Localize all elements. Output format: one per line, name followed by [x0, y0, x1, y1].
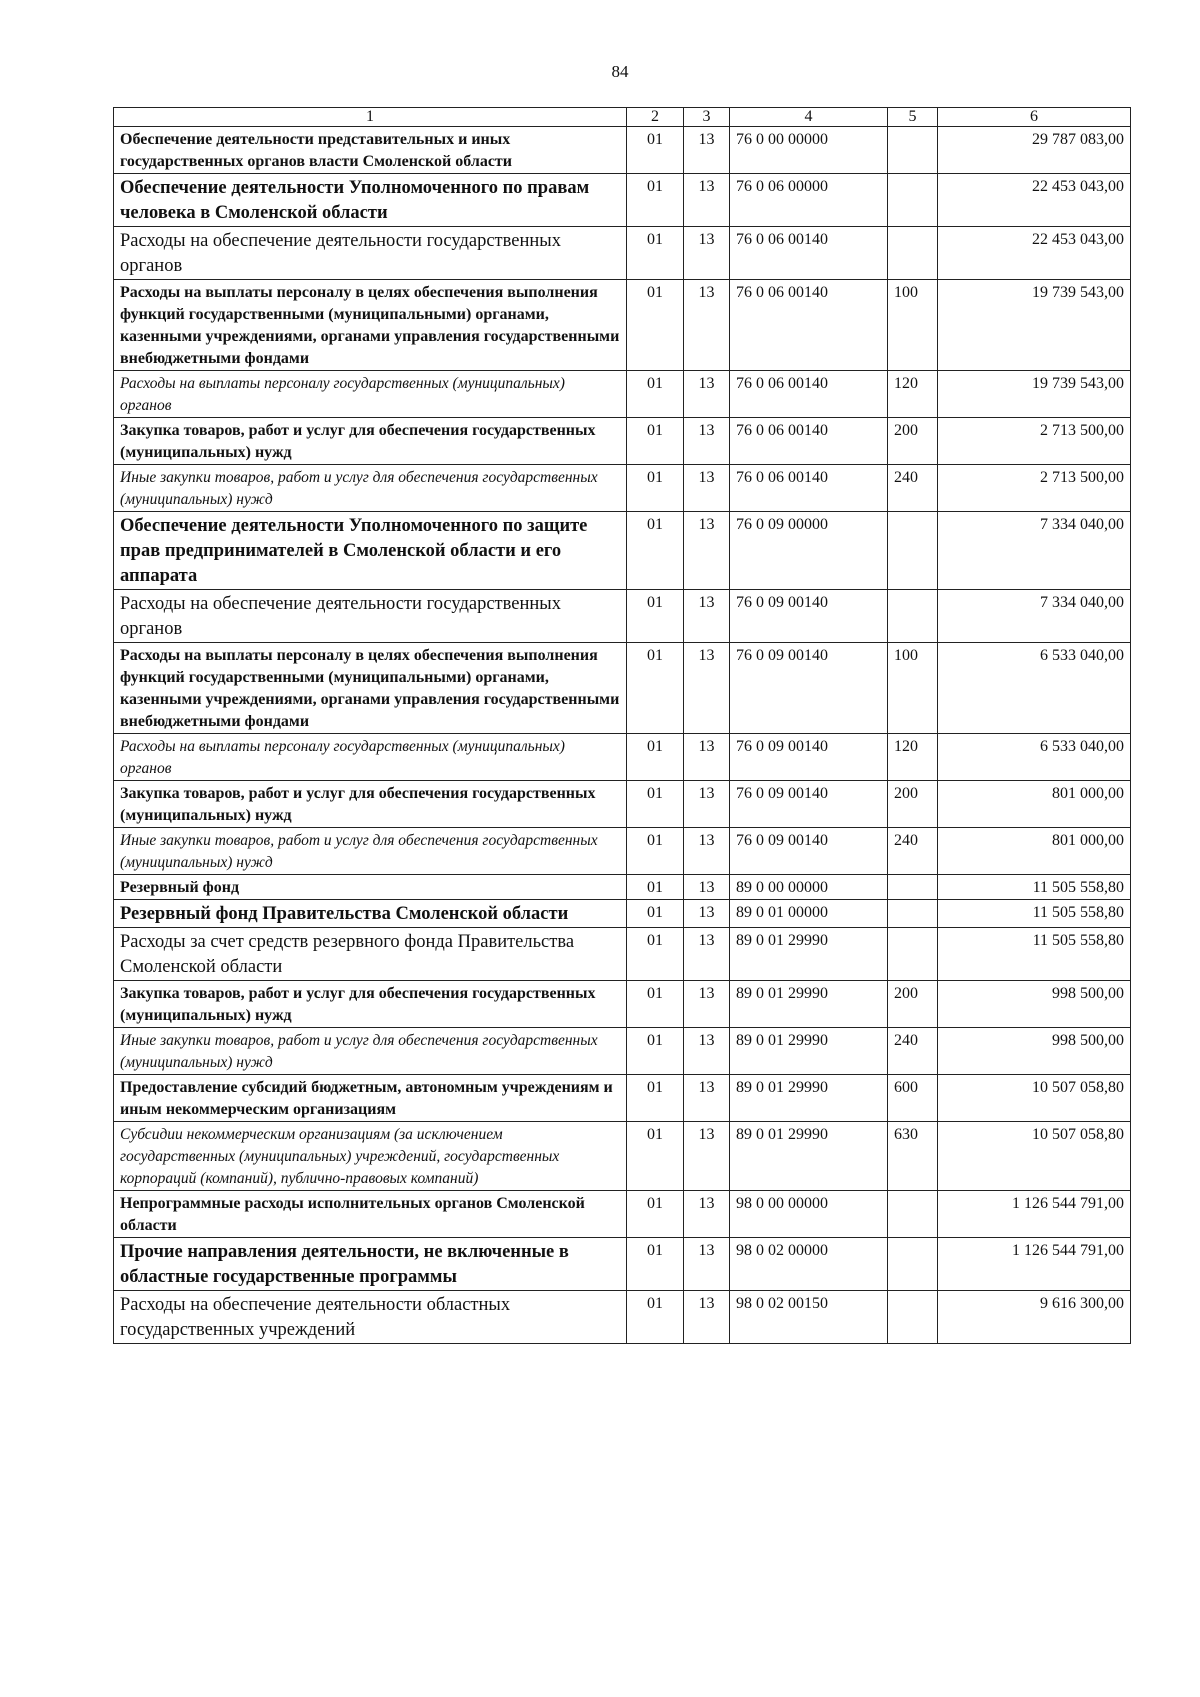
- expense-type-cell: 100: [888, 280, 938, 371]
- target-article-cell: 89 0 00 00000: [730, 875, 888, 900]
- subsection-code-cell: 13: [684, 465, 730, 512]
- amount-cell: 11 505 558,80: [938, 900, 1131, 928]
- target-article-cell: 76 0 00 00000: [730, 127, 888, 174]
- table-row: [114, 590, 1131, 643]
- expense-type-cell: [888, 928, 938, 981]
- row-name-cell: Расходы на выплаты персоналу в целях обеспечения выполнения функций государственными (муниципальными) органами, казенными учреждениями, органами управления государственными внебюджетными фондами: [114, 643, 627, 734]
- row-name-cell: Обеспечение деятельности представительных и иных государственных органов власти Смоленской области: [114, 127, 627, 174]
- expense-type-cell: [888, 512, 938, 590]
- table-row: [114, 371, 1131, 418]
- table-row: [114, 280, 1131, 371]
- expense-type-cell: 200: [888, 418, 938, 465]
- subsection-code-cell: 13: [684, 512, 730, 590]
- subsection-code-cell: 13: [684, 418, 730, 465]
- table-row: [114, 1122, 1131, 1191]
- row-name-cell: Непрограммные расходы исполнительных органов Смоленской области: [114, 1191, 627, 1238]
- target-article-cell: 98 0 02 00000: [730, 1238, 888, 1291]
- section-code-cell: 01: [627, 465, 684, 512]
- expense-type-cell: 200: [888, 981, 938, 1028]
- target-article-cell: 89 0 01 00000: [730, 900, 888, 928]
- subsection-code-cell: 13: [684, 1075, 730, 1122]
- target-article-cell: 76 0 09 00000: [730, 512, 888, 590]
- subsection-code-cell: 13: [684, 928, 730, 981]
- section-code-cell: 01: [627, 227, 684, 280]
- row-name-cell: Обеспечение деятельности Уполномоченного по правам человека в Смоленской области: [114, 174, 627, 227]
- section-code-cell: 01: [627, 1238, 684, 1291]
- column-header-6: 6: [938, 108, 1131, 127]
- table-row: [114, 1191, 1131, 1238]
- row-name-cell: Расходы на выплаты персоналу государственных (муниципальных) органов: [114, 371, 627, 418]
- table-row: [114, 512, 1131, 590]
- target-article-cell: 76 0 09 00140: [730, 643, 888, 734]
- expense-type-cell: 630: [888, 1122, 938, 1191]
- expense-type-cell: 120: [888, 734, 938, 781]
- table-row: [114, 734, 1131, 781]
- table-row: [114, 127, 1131, 174]
- amount-cell: 10 507 058,80: [938, 1122, 1131, 1191]
- section-code-cell: 01: [627, 1291, 684, 1344]
- section-code-cell: 01: [627, 174, 684, 227]
- amount-cell: 19 739 543,00: [938, 280, 1131, 371]
- target-article-cell: 76 0 06 00140: [730, 280, 888, 371]
- row-name-cell: Иные закупки товаров, работ и услуг для обеспечения государственных (муниципальных) нужд: [114, 465, 627, 512]
- row-name-cell: Субсидии некоммерческим организациям (за исключением государственных (муниципальных) учреждений, государственных корпораций (компаний), публично-правовых компаний): [114, 1122, 627, 1191]
- budget-table: [113, 107, 1131, 1344]
- subsection-code-cell: 13: [684, 643, 730, 734]
- section-code-cell: 01: [627, 875, 684, 900]
- amount-cell: 10 507 058,80: [938, 1075, 1131, 1122]
- section-code-cell: 01: [627, 643, 684, 734]
- table-row: [114, 1075, 1131, 1122]
- subsection-code-cell: 13: [684, 174, 730, 227]
- amount-cell: 22 453 043,00: [938, 227, 1131, 280]
- expense-type-cell: 240: [888, 465, 938, 512]
- subsection-code-cell: 13: [684, 1238, 730, 1291]
- amount-cell: 7 334 040,00: [938, 590, 1131, 643]
- target-article-cell: 76 0 06 00140: [730, 418, 888, 465]
- section-code-cell: 01: [627, 1075, 684, 1122]
- row-name-cell: Резервный фонд: [114, 875, 627, 900]
- section-code-cell: 01: [627, 981, 684, 1028]
- expense-type-cell: 200: [888, 781, 938, 828]
- table-row: [114, 465, 1131, 512]
- target-article-cell: 89 0 01 29990: [730, 928, 888, 981]
- table-row: [114, 1238, 1131, 1291]
- table-row: [114, 418, 1131, 465]
- expense-type-cell: [888, 1291, 938, 1344]
- amount-cell: 6 533 040,00: [938, 643, 1131, 734]
- amount-cell: 9 616 300,00: [938, 1291, 1131, 1344]
- target-article-cell: 98 0 02 00150: [730, 1291, 888, 1344]
- subsection-code-cell: 13: [684, 280, 730, 371]
- column-header-4: 4: [730, 108, 888, 127]
- subsection-code-cell: 13: [684, 227, 730, 280]
- row-name-cell: Расходы на выплаты персоналу в целях обеспечения выполнения функций государственными (муниципальными) органами, казенными учреждениями, органами управления государственными внебюджетными фондами: [114, 280, 627, 371]
- subsection-code-cell: 13: [684, 900, 730, 928]
- subsection-code-cell: 13: [684, 1122, 730, 1191]
- section-code-cell: 01: [627, 127, 684, 174]
- subsection-code-cell: 13: [684, 127, 730, 174]
- row-name-cell: Прочие направления деятельности, не включенные в областные государственные программы: [114, 1238, 627, 1291]
- section-code-cell: 01: [627, 900, 684, 928]
- amount-cell: 801 000,00: [938, 828, 1131, 875]
- page-number: 84: [611, 62, 629, 81]
- target-article-cell: 76 0 06 00000: [730, 174, 888, 227]
- subsection-code-cell: 13: [684, 371, 730, 418]
- subsection-code-cell: 13: [684, 590, 730, 643]
- expense-type-cell: 240: [888, 828, 938, 875]
- section-code-cell: 01: [627, 1122, 684, 1191]
- amount-cell: 801 000,00: [938, 781, 1131, 828]
- table-row: [114, 828, 1131, 875]
- expense-type-cell: [888, 875, 938, 900]
- section-code-cell: 01: [627, 280, 684, 371]
- subsection-code-cell: 13: [684, 981, 730, 1028]
- expense-type-cell: [888, 1191, 938, 1238]
- amount-cell: 7 334 040,00: [938, 512, 1131, 590]
- subsection-code-cell: 13: [684, 1191, 730, 1238]
- table-row: [114, 781, 1131, 828]
- table-row: [114, 174, 1131, 227]
- column-header-5: 5: [888, 108, 938, 127]
- row-name-cell: Расходы на обеспечение деятельности государственных органов: [114, 227, 627, 280]
- amount-cell: 22 453 043,00: [938, 174, 1131, 227]
- row-name-cell: Закупка товаров, работ и услуг для обеспечения государственных (муниципальных) нужд: [114, 981, 627, 1028]
- table-row: [114, 900, 1131, 928]
- section-code-cell: 01: [627, 734, 684, 781]
- amount-cell: 6 533 040,00: [938, 734, 1131, 781]
- subsection-code-cell: 13: [684, 875, 730, 900]
- expense-type-cell: 120: [888, 371, 938, 418]
- subsection-code-cell: 13: [684, 1028, 730, 1075]
- amount-cell: 1 126 544 791,00: [938, 1191, 1131, 1238]
- section-code-cell: 01: [627, 928, 684, 981]
- target-article-cell: 76 0 06 00140: [730, 465, 888, 512]
- section-code-cell: 01: [627, 371, 684, 418]
- section-code-cell: 01: [627, 1028, 684, 1075]
- target-article-cell: 76 0 09 00140: [730, 828, 888, 875]
- section-code-cell: 01: [627, 512, 684, 590]
- row-name-cell: Закупка товаров, работ и услуг для обеспечения государственных (муниципальных) нужд: [114, 781, 627, 828]
- row-name-cell: Резервный фонд Правительства Смоленской области: [114, 900, 627, 928]
- expense-type-cell: [888, 590, 938, 643]
- expense-type-cell: 100: [888, 643, 938, 734]
- row-name-cell: Иные закупки товаров, работ и услуг для обеспечения государственных (муниципальных) нужд: [114, 1028, 627, 1075]
- row-name-cell: Иные закупки товаров, работ и услуг для обеспечения государственных (муниципальных) нужд: [114, 828, 627, 875]
- table-row: [114, 1291, 1131, 1344]
- section-code-cell: 01: [627, 418, 684, 465]
- table-row: [114, 928, 1131, 981]
- expense-type-cell: 600: [888, 1075, 938, 1122]
- table-row: [114, 875, 1131, 900]
- section-code-cell: 01: [627, 781, 684, 828]
- target-article-cell: 76 0 06 00140: [730, 227, 888, 280]
- row-name-cell: Предоставление субсидий бюджетным, автономным учреждениям и иным некоммерческим организациям: [114, 1075, 627, 1122]
- expense-type-cell: [888, 127, 938, 174]
- table-row: [114, 1028, 1131, 1075]
- expense-type-cell: [888, 227, 938, 280]
- section-code-cell: 01: [627, 828, 684, 875]
- row-name-cell: Расходы на обеспечение деятельности государственных органов: [114, 590, 627, 643]
- target-article-cell: 89 0 01 29990: [730, 981, 888, 1028]
- amount-cell: 998 500,00: [938, 981, 1131, 1028]
- expense-type-cell: [888, 1238, 938, 1291]
- amount-cell: 2 713 500,00: [938, 465, 1131, 512]
- row-name-cell: Расходы на выплаты персоналу государственных (муниципальных) органов: [114, 734, 627, 781]
- amount-cell: 998 500,00: [938, 1028, 1131, 1075]
- target-article-cell: 89 0 01 29990: [730, 1028, 888, 1075]
- target-article-cell: 76 0 06 00140: [730, 371, 888, 418]
- amount-cell: 1 126 544 791,00: [938, 1238, 1131, 1291]
- target-article-cell: 76 0 09 00140: [730, 734, 888, 781]
- target-article-cell: 89 0 01 29990: [730, 1122, 888, 1191]
- subsection-code-cell: 13: [684, 781, 730, 828]
- target-article-cell: 89 0 01 29990: [730, 1075, 888, 1122]
- section-code-cell: 01: [627, 1191, 684, 1238]
- row-name-cell: Расходы на обеспечение деятельности областных государственных учреждений: [114, 1291, 627, 1344]
- column-header-1: 1: [114, 108, 627, 127]
- table-row: [114, 643, 1131, 734]
- subsection-code-cell: 13: [684, 1291, 730, 1344]
- expense-type-cell: [888, 900, 938, 928]
- amount-cell: 2 713 500,00: [938, 418, 1131, 465]
- subsection-code-cell: 13: [684, 828, 730, 875]
- amount-cell: 11 505 558,80: [938, 875, 1131, 900]
- amount-cell: 11 505 558,80: [938, 928, 1131, 981]
- row-name-cell: Обеспечение деятельности Уполномоченного по защите прав предпринимателей в Смоленской области и его аппарата: [114, 512, 627, 590]
- row-name-cell: Расходы за счет средств резервного фонда Правительства Смоленской области: [114, 928, 627, 981]
- column-number-row: [114, 108, 1131, 127]
- expense-type-cell: [888, 174, 938, 227]
- amount-cell: 29 787 083,00: [938, 127, 1131, 174]
- expense-type-cell: 240: [888, 1028, 938, 1075]
- column-header-2: 2: [627, 108, 684, 127]
- subsection-code-cell: 13: [684, 734, 730, 781]
- column-header-3: 3: [684, 108, 730, 127]
- table-row: [114, 981, 1131, 1028]
- section-code-cell: 01: [627, 590, 684, 643]
- table-row: [114, 227, 1131, 280]
- amount-cell: 19 739 543,00: [938, 371, 1131, 418]
- target-article-cell: 98 0 00 00000: [730, 1191, 888, 1238]
- target-article-cell: 76 0 09 00140: [730, 781, 888, 828]
- target-article-cell: 76 0 09 00140: [730, 590, 888, 643]
- row-name-cell: Закупка товаров, работ и услуг для обеспечения государственных (муниципальных) нужд: [114, 418, 627, 465]
